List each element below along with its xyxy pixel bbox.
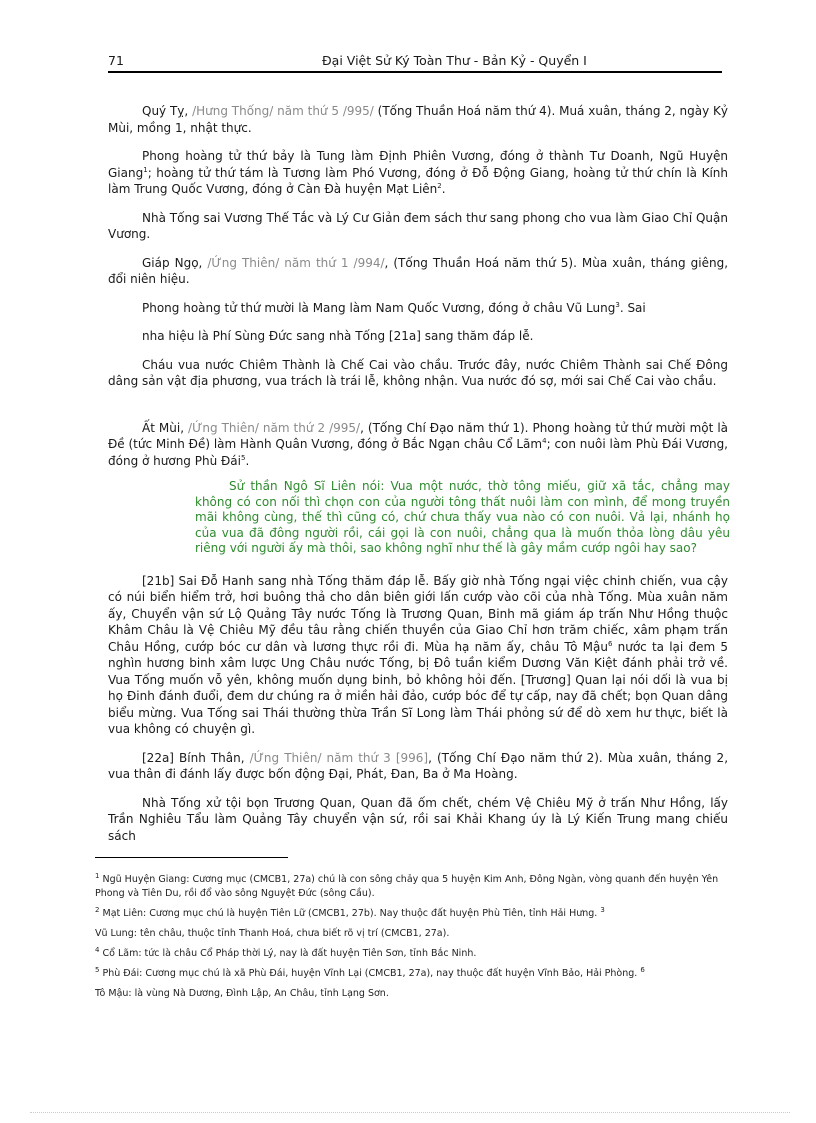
footnote: $^5$ Phù Đái: Cương mục chú là xã Phù Đái, huyện Vĩnh Lại (CMCB1, 27a), nay thuộc đất huyện Vĩnh Bảo, Hải Phòng. $^6$: [95, 965, 645, 979]
page-bottom-border: [30, 1112, 790, 1113]
footnote: Vũ Lung: tên châu, thuộc tỉnh Thanh Hoá, chưa biết rõ vị trí (CMCB1, 27a).: [95, 928, 450, 939]
paragraph: [21b] Sai Đỗ Hanh sang nhà Tống thăm đáp lễ. Bấy giờ nhà Tống ngại việc chinh chiến, vua cậy có núi biển hiểm trở, hơi buông thả cho dân biên giới lấn cướp vào cõi của nhà Tống. Mùa xuân năm ấy, Chuyển vận sứ Lộ Quảng Tây nước Tống là Trương Quan, Binh mã giám áp trấn Như Hồng thuộc Khâm Châu là Vệ Chiêu Mỹ đều tâu rằng chiến thuyền của Giao Chỉ hơn trăm chiếc, xâm phạm trấn Châu Hồng, cướp bóc cư dân và lương thực rồi đi. Mùa hạ năm ấy, châu Tô Mậu$^6$ nước ta lại đem 5 nghìn hương binh xâm lược Ung Châu nước Tống, bị Đô tuần kiểm Dương Văn Kiệt đánh phải trở về. Vua Tống muốn vỗ yên, không muốn dụng binh, bỏ không hỏi đến. [Trương] Quan lại nói dối là vua bị họ Đinh đánh đuổi, đem dư chúng ra ở miền hải đảo, cướp bóc để tự cấp, nay đã chết; bọn Quan dâng biểu mừng. Vua Tống sai Thái thường thừa Trần Sĩ Long làm Thái phỏng sứ để dò xem hư thực, biết là vua không có chuyện gì.: [108, 573, 728, 736]
footnote-ref[interactable]: 1: [143, 165, 148, 174]
footnotes: [95, 873, 720, 1007]
footnote-separator: [95, 857, 288, 858]
footnote-ref[interactable]: 6: [607, 639, 613, 648]
era-name: /Ứng Thiên/ năm thứ 2 /995/: [188, 420, 361, 435]
running-title: Đại Việt Sử Ký Toàn Thư - Bản Kỷ - Quyển I: [322, 53, 587, 68]
paragraph: Phong hoàng tử thứ mười là Mang làm Nam Quốc Vương, đóng ở châu Vũ Lung$^3$. Sai: [142, 300, 646, 315]
historian-commentary: Sử thần Ngô Sĩ Liên nói: Vua một nước, thờ tông miếu, giữ xã tắc, chẳng may không có con nối thì chọn con của người tông thất nuôi làm con mình, để mong truyền mãi không cùng, thế thì cũng có, chứ chưa thấy vua nào có con nuôi. Vả lại, nhánh họ của vua đã đông người rồi, cái gọi là con nuôi, chẳng qua là muốn thỏa lòng dâu yêu riêng với người ấy mà thôi, sao không nghĩ như thế là gây mầm cướp ngôi hay sao?: [195, 479, 730, 555]
body-text: [108, 103, 728, 856]
footnote: $^1$ Ngũ Huyện Giang: Cương mục (CMCB1, 27a) chú là con sông chảy qua 5 huyện Kim Anh, Đông Ngàn, vòng quanh đến huyện Yên Phong và Tiên Du, rồi đổ vào sông Nguyệt Đức (sông Cầu).: [95, 871, 719, 899]
era-name: /Hưng Thống/ năm thứ 5 /995/: [192, 104, 374, 118]
paragraph: Phong hoàng tử thứ bảy là Tung làm Định Phiên Vương, đóng ở thành Tư Doanh, Ngũ Huyện Giang$^1$; hoàng tử thứ tám là Tương làm Phó Vương, đóng ở Đỗ Động Giang, hoàng tử thứ chín là Kính làm Trung Quốc Vương, đóng ở Càn Đà huyện Mạt Liên$^2$.: [108, 149, 728, 196]
era-name: /Ứng Thiên/ năm thứ 1 /994/: [207, 255, 385, 270]
paragraph: Ất Mùi, /Ứng Thiên/ năm thứ 2 /995/, (Tống Chí Đạo năm thứ 1). Phong hoàng tử thứ mười một là Đề (tức Minh Đề) làm Hành Quân Vương, đóng ở Bắc Ngạn châu Cổ Lãm$^4$; con nuôi làm Phù Đái Vương, đóng ở hương Phù Đái$^5$.: [108, 420, 729, 468]
paragraph: nha hiệu là Phí Sùng Đức sang nhà Tống [21a] sang thăm đáp lễ.: [142, 329, 534, 343]
footnote-ref[interactable]: 3: [615, 300, 620, 309]
paragraph: Quý Tỵ, /Hưng Thống/ năm thứ 5 /995/ (Tống Thuần Hoá năm thứ 4). Muá xuân, tháng 2, ngày Kỷ Mùi, mồng 1, nhật thực.: [108, 104, 729, 135]
footnote: Tô Mậu: là vùng Nà Dương, Đình Lập, An Châu, tỉnh Lạng Sơn.: [95, 988, 389, 999]
page-header: [108, 53, 722, 73]
page-number: 71: [108, 53, 124, 68]
paragraph: Cháu vua nước Chiêm Thành là Chế Cai vào chầu. Trước đây, nước Chiêm Thành sai Chế Đông dâng sản vật địa phương, vua trách là trái lễ, không nhận. Vua nước đó sợ, mới sai Chế Cai vào chầu.: [108, 357, 728, 388]
paragraph: Giáp Ngọ, /Ứng Thiên/ năm thứ 1 /994/, (Tống Thuần Hoá năm thứ 5). Mùa xuân, tháng giêng, đổi niên hiệu.: [108, 255, 729, 286]
footnote: $^2$ Mạt Liên: Cương mục chú là huyện Tiên Lữ (CMCB1, 27b). Nay thuộc đất huyện Phù Tiên, tỉnh Hải Hưng. $^3$: [95, 905, 605, 919]
footnote-ref[interactable]: 4: [542, 437, 547, 445]
paragraph: Nhà Tống sai Vương Thế Tắc và Lý Cư Giản đem sách thư sang phong cho vua làm Giao Chỉ Quận Vương.: [108, 210, 728, 241]
paragraph: [22a] Bính Thân, /Ứng Thiên/ năm thứ 3 [996], (Tống Chí Đạo năm thứ 2). Mùa xuân, tháng 2, vua thân đi đánh lấy được bốn động Đại, Phát, Đan, Ba ở Ma Hoàng.: [108, 750, 729, 781]
footnote-ref[interactable]: 5: [241, 453, 246, 462]
era-name: /Ứng Thiên/ năm thứ 3 [996]: [249, 750, 429, 765]
paragraph: Nhà Tống xử tội bọn Trương Quan, Quan đã ốm chết, chém Vệ Chiêu Mỹ ở trấn Như Hồng, lấy Trần Nghiêu Tẩu làm Quảng Tây chuyển vận sứ, rồi sai Khải Khang úy là Lý Kiến Trung mang chiếu sách: [108, 795, 728, 843]
footnote: $^4$ Cổ Lãm: tức là châu Cổ Pháp thời Lý, nay là đất huyện Tiên Sơn, tỉnh Bắc Ninh.: [95, 945, 477, 959]
footnote-ref[interactable]: 2: [437, 182, 442, 190]
